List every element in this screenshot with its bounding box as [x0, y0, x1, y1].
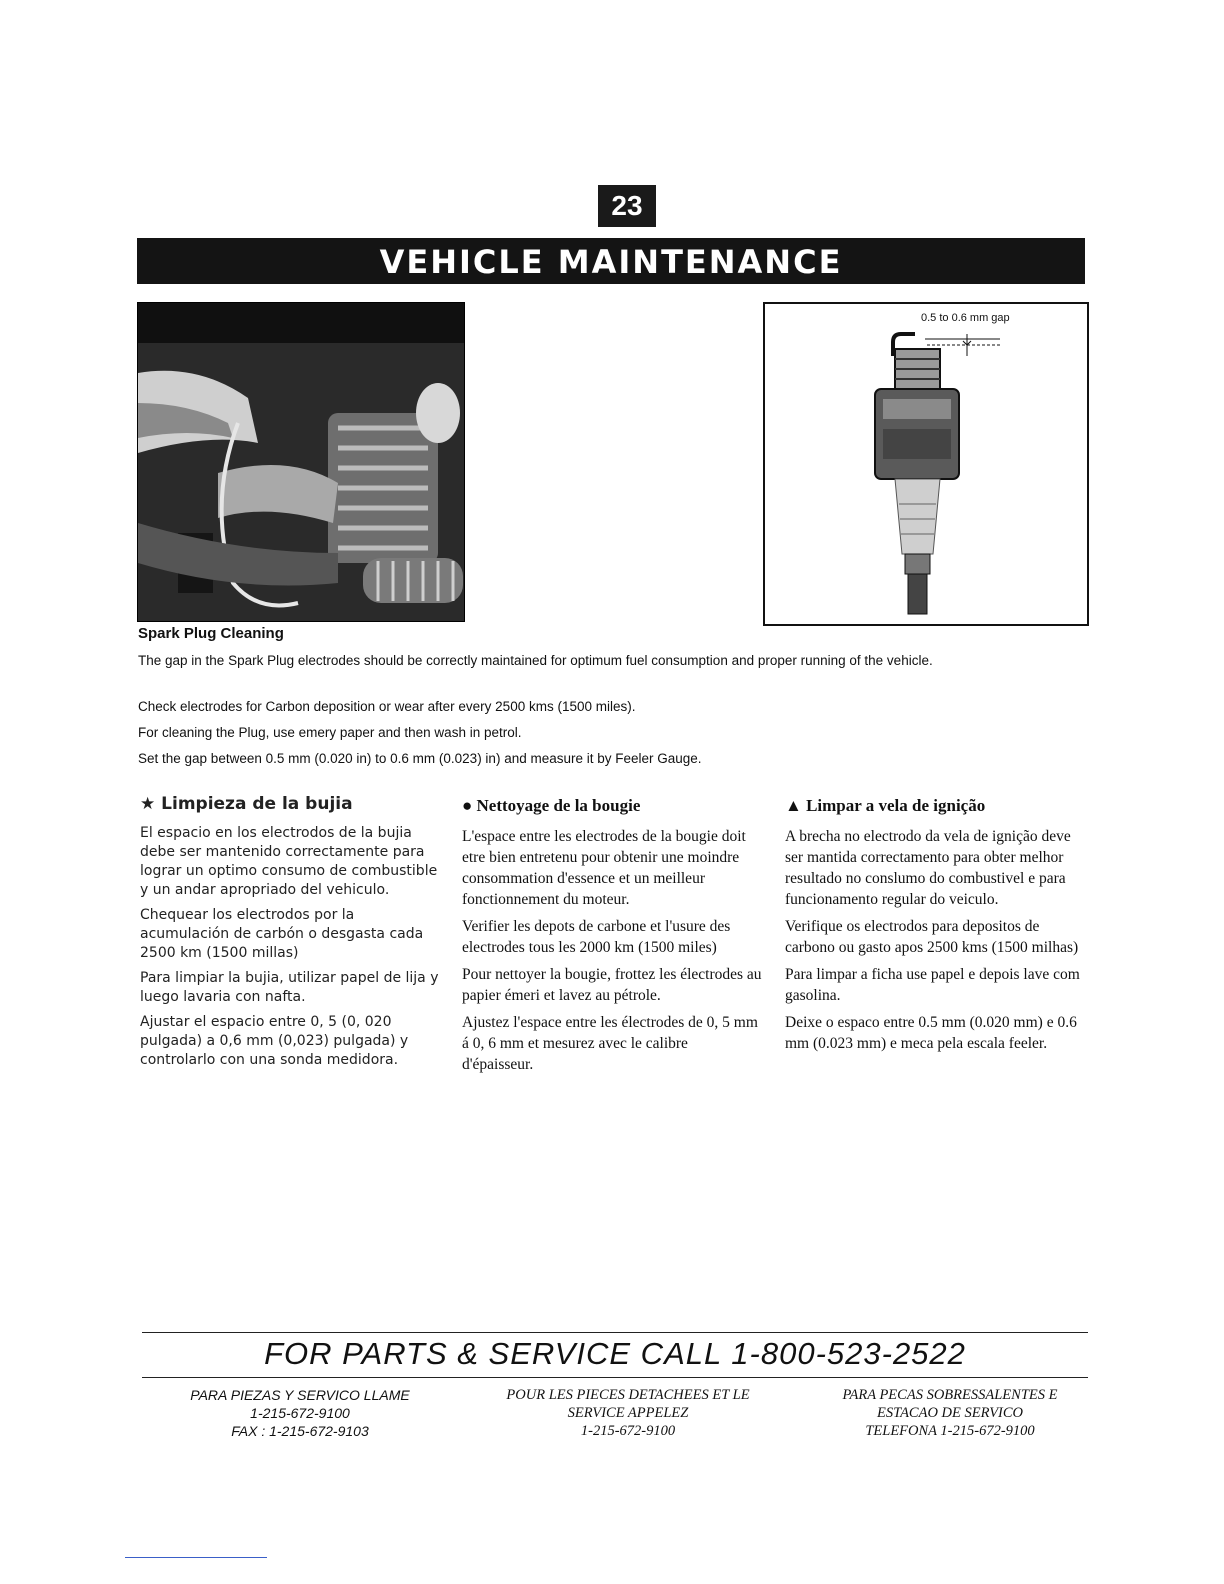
english-paragraph-1: The gap in the Spark Plug electrodes should be correctly maintained for optimum fuel consumption and proper running of the vehicle. — [138, 653, 933, 668]
footer-line: ESTACAO DE SERVICO — [876, 1405, 1024, 1421]
french-paragraph: Ajustez l'espace entre les électrodes de 0, 5 mm á 0, 6 mm et mesurez avec le calibre d'épaisseur. — [462, 1014, 758, 1073]
french-column — [462, 795, 762, 1081]
spark-plug-photo — [137, 302, 465, 622]
bottom-divider — [125, 1557, 267, 1558]
french-paragraph: Verifier les depots de carbone et l'usure des electrodes tous les 2000 km (1500 miles) — [462, 918, 731, 956]
english-paragraph-4: Set the gap between 0.5 mm (0.020 in) to 0.6 mm (0.023) in) and measure it by Feeler Gauge. — [138, 751, 702, 766]
english-paragraph-2: Check electrodes for Carbon deposition or wear after every 2500 kms (1500 miles). — [138, 699, 636, 714]
footer-line: POUR LES PIECES DETACHEES ET LE — [506, 1387, 750, 1403]
footer-line: TELEFONA 1-215-672-9100 — [865, 1423, 1035, 1439]
french-heading: ● Nettoyage de la bougie — [462, 796, 641, 815]
footer-line: PARA PIEZAS Y SERVICO LLAME — [190, 1387, 410, 1403]
spanish-paragraph: Ajustar el espacio entre 0, 5 (0, 020 pulgada) a 0,6 mm (0,023) pulgada) y controlarlo con una sonda medidora. — [140, 1014, 409, 1068]
spanish-paragraph: El espacio en los electrodos de la bujia debe ser mantenido correctamente para lograr un optimo consumo de combustible y un andar apropriado del vehiculo. — [140, 825, 438, 898]
service-call-banner: FOR PARTS & SERVICE CALL 1-800-523-2522 — [264, 1336, 966, 1371]
portuguese-paragraph: Deixe o espaco entre 0.5 mm (0.020 mm) e 0.6 mm (0.023 mm) e meca pela escala feeler. — [785, 1014, 1077, 1052]
footer-portuguese-contact — [790, 1386, 1110, 1440]
spanish-heading: ★ Limpieza de la bujia — [140, 794, 353, 814]
section-heading-english: Spark Plug Cleaning — [138, 625, 284, 642]
portuguese-paragraph: A brecha no electrodo da vela de ignição deve ser mantida correctamento para obter melhor resultado no conslumo do combustivel e para funcionamento regular do veiculo. — [785, 828, 1071, 908]
portuguese-paragraph: Verifique os electrodos para depositos de carbono ou gasto apos 2500 kms (1500 milhas) — [785, 918, 1079, 956]
spark-plug-icon — [875, 334, 1000, 614]
spanish-paragraph: Chequear los electrodos por la acumulación de carbón o desgasta cada 2500 km (1500 millas) — [140, 907, 424, 961]
portuguese-heading: ▲ Limpar a vela de ignição — [785, 796, 986, 815]
portuguese-paragraph: Para limpar a ficha use papel e depois lave com gasolina. — [785, 966, 1080, 1004]
spanish-column — [140, 795, 440, 1076]
french-paragraph: Pour nettoyer la bougie, frottez les électrodes au papier émeri et lavez au pétrole. — [462, 966, 762, 1004]
gap-label: 0.5 to 0.6 mm gap — [921, 312, 1010, 324]
footer-spanish-contact — [140, 1386, 460, 1440]
footer-top-rule — [142, 1332, 1088, 1333]
french-paragraph: L'espace entre les electrodes de la bougie doit etre bien entretenu pour obtenir une moindre consommation d'essence et un meilleur fonctionnement du moteur. — [462, 828, 746, 908]
footer-bottom-rule — [142, 1377, 1088, 1378]
spanish-paragraph: Para limpiar la bujia, utilizar papel de lija y luego lavaria con nafta. — [140, 970, 439, 1005]
footer-line: 1-215-672-9100 — [580, 1423, 676, 1439]
footer-line: SERVICE APPELEZ — [567, 1405, 689, 1421]
english-paragraph-3: For cleaning the Plug, use emery paper and then wash in petrol. — [138, 725, 522, 740]
spark-plug-gap-diagram — [763, 302, 1089, 626]
footer-line: 1-215-672-9100 — [250, 1405, 350, 1421]
footer-french-contact — [468, 1386, 788, 1440]
footer-line: PARA PECAS SOBRESSALENTES E — [842, 1387, 1058, 1403]
footer-line: FAX : 1-215-672-9103 — [231, 1423, 369, 1439]
portuguese-column — [785, 795, 1085, 1060]
page-number: 23 — [598, 185, 656, 227]
page-title: VEHICLE MAINTENANCE — [137, 238, 1085, 284]
